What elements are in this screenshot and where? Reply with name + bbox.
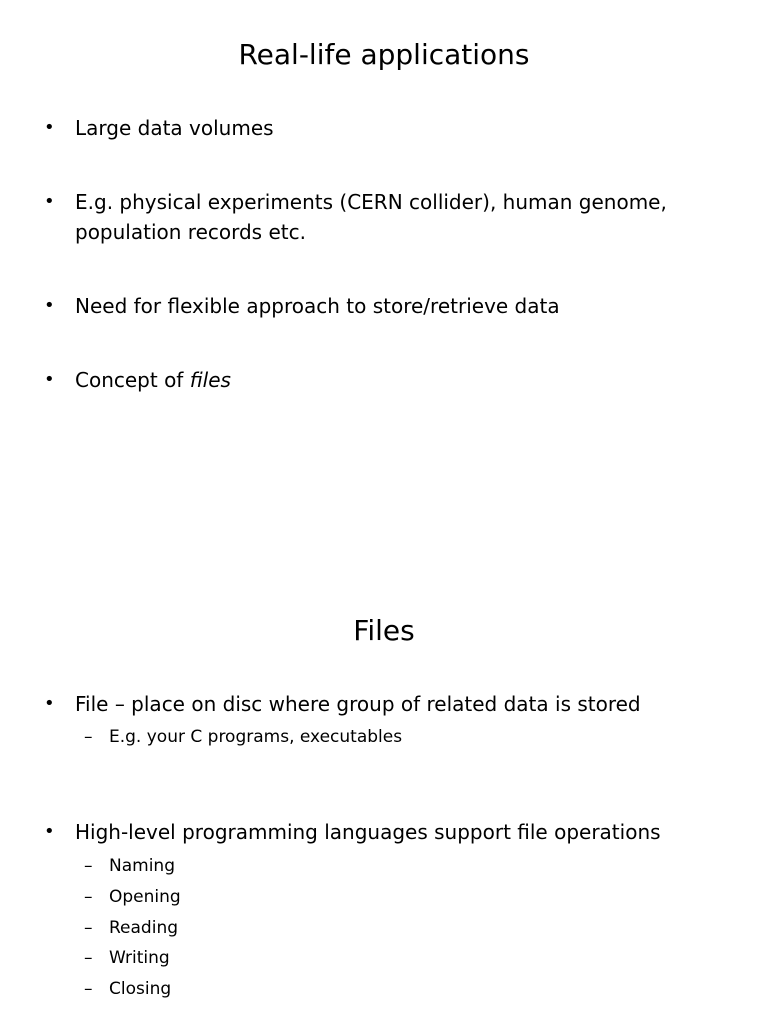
bullet-text <box>75 365 735 395</box>
slide-title: Real-life applications <box>238 38 530 71</box>
bullet-marker: • <box>44 821 55 842</box>
sub-item-text: Opening <box>109 887 181 907</box>
dash-marker: – <box>84 856 93 876</box>
bullet-marker: • <box>44 693 55 714</box>
bullet-marker: • <box>44 369 55 390</box>
slide-files <box>0 512 768 1024</box>
bullet-text-line: population records etc. <box>75 220 306 244</box>
dash-marker: – <box>84 887 93 907</box>
bullet-text-emphasis: files <box>189 368 231 392</box>
bullet-text <box>75 187 735 247</box>
bullet-marker: • <box>44 117 55 138</box>
sub-item-text: E.g. your C programs, executables <box>109 727 403 747</box>
bullet-text: Large data volumes <box>75 116 274 140</box>
bullet-marker: • <box>44 191 55 212</box>
bullet-text: File – place on disc where group of related data is stored <box>75 692 641 716</box>
sub-item-text: Reading <box>109 918 179 938</box>
bullet-text-line: E.g. physical experiments (CERN collider), human genome, <box>75 190 667 214</box>
dash-marker: – <box>84 918 93 938</box>
slide-title: Files <box>353 614 415 647</box>
sub-item-text: Writing <box>109 948 170 968</box>
bullet-marker: • <box>44 295 55 316</box>
dash-marker: – <box>84 727 93 747</box>
dash-marker: – <box>84 979 93 999</box>
bullet-text: Need for flexible approach to store/retrieve data <box>75 294 560 318</box>
bullet-text-prefix: Concept of <box>75 368 190 392</box>
bullet-text: High-level programming languages support file operations <box>75 820 661 844</box>
dash-marker: – <box>84 948 93 968</box>
sub-item-text: Naming <box>109 856 175 876</box>
sub-item-text: Closing <box>109 979 172 999</box>
